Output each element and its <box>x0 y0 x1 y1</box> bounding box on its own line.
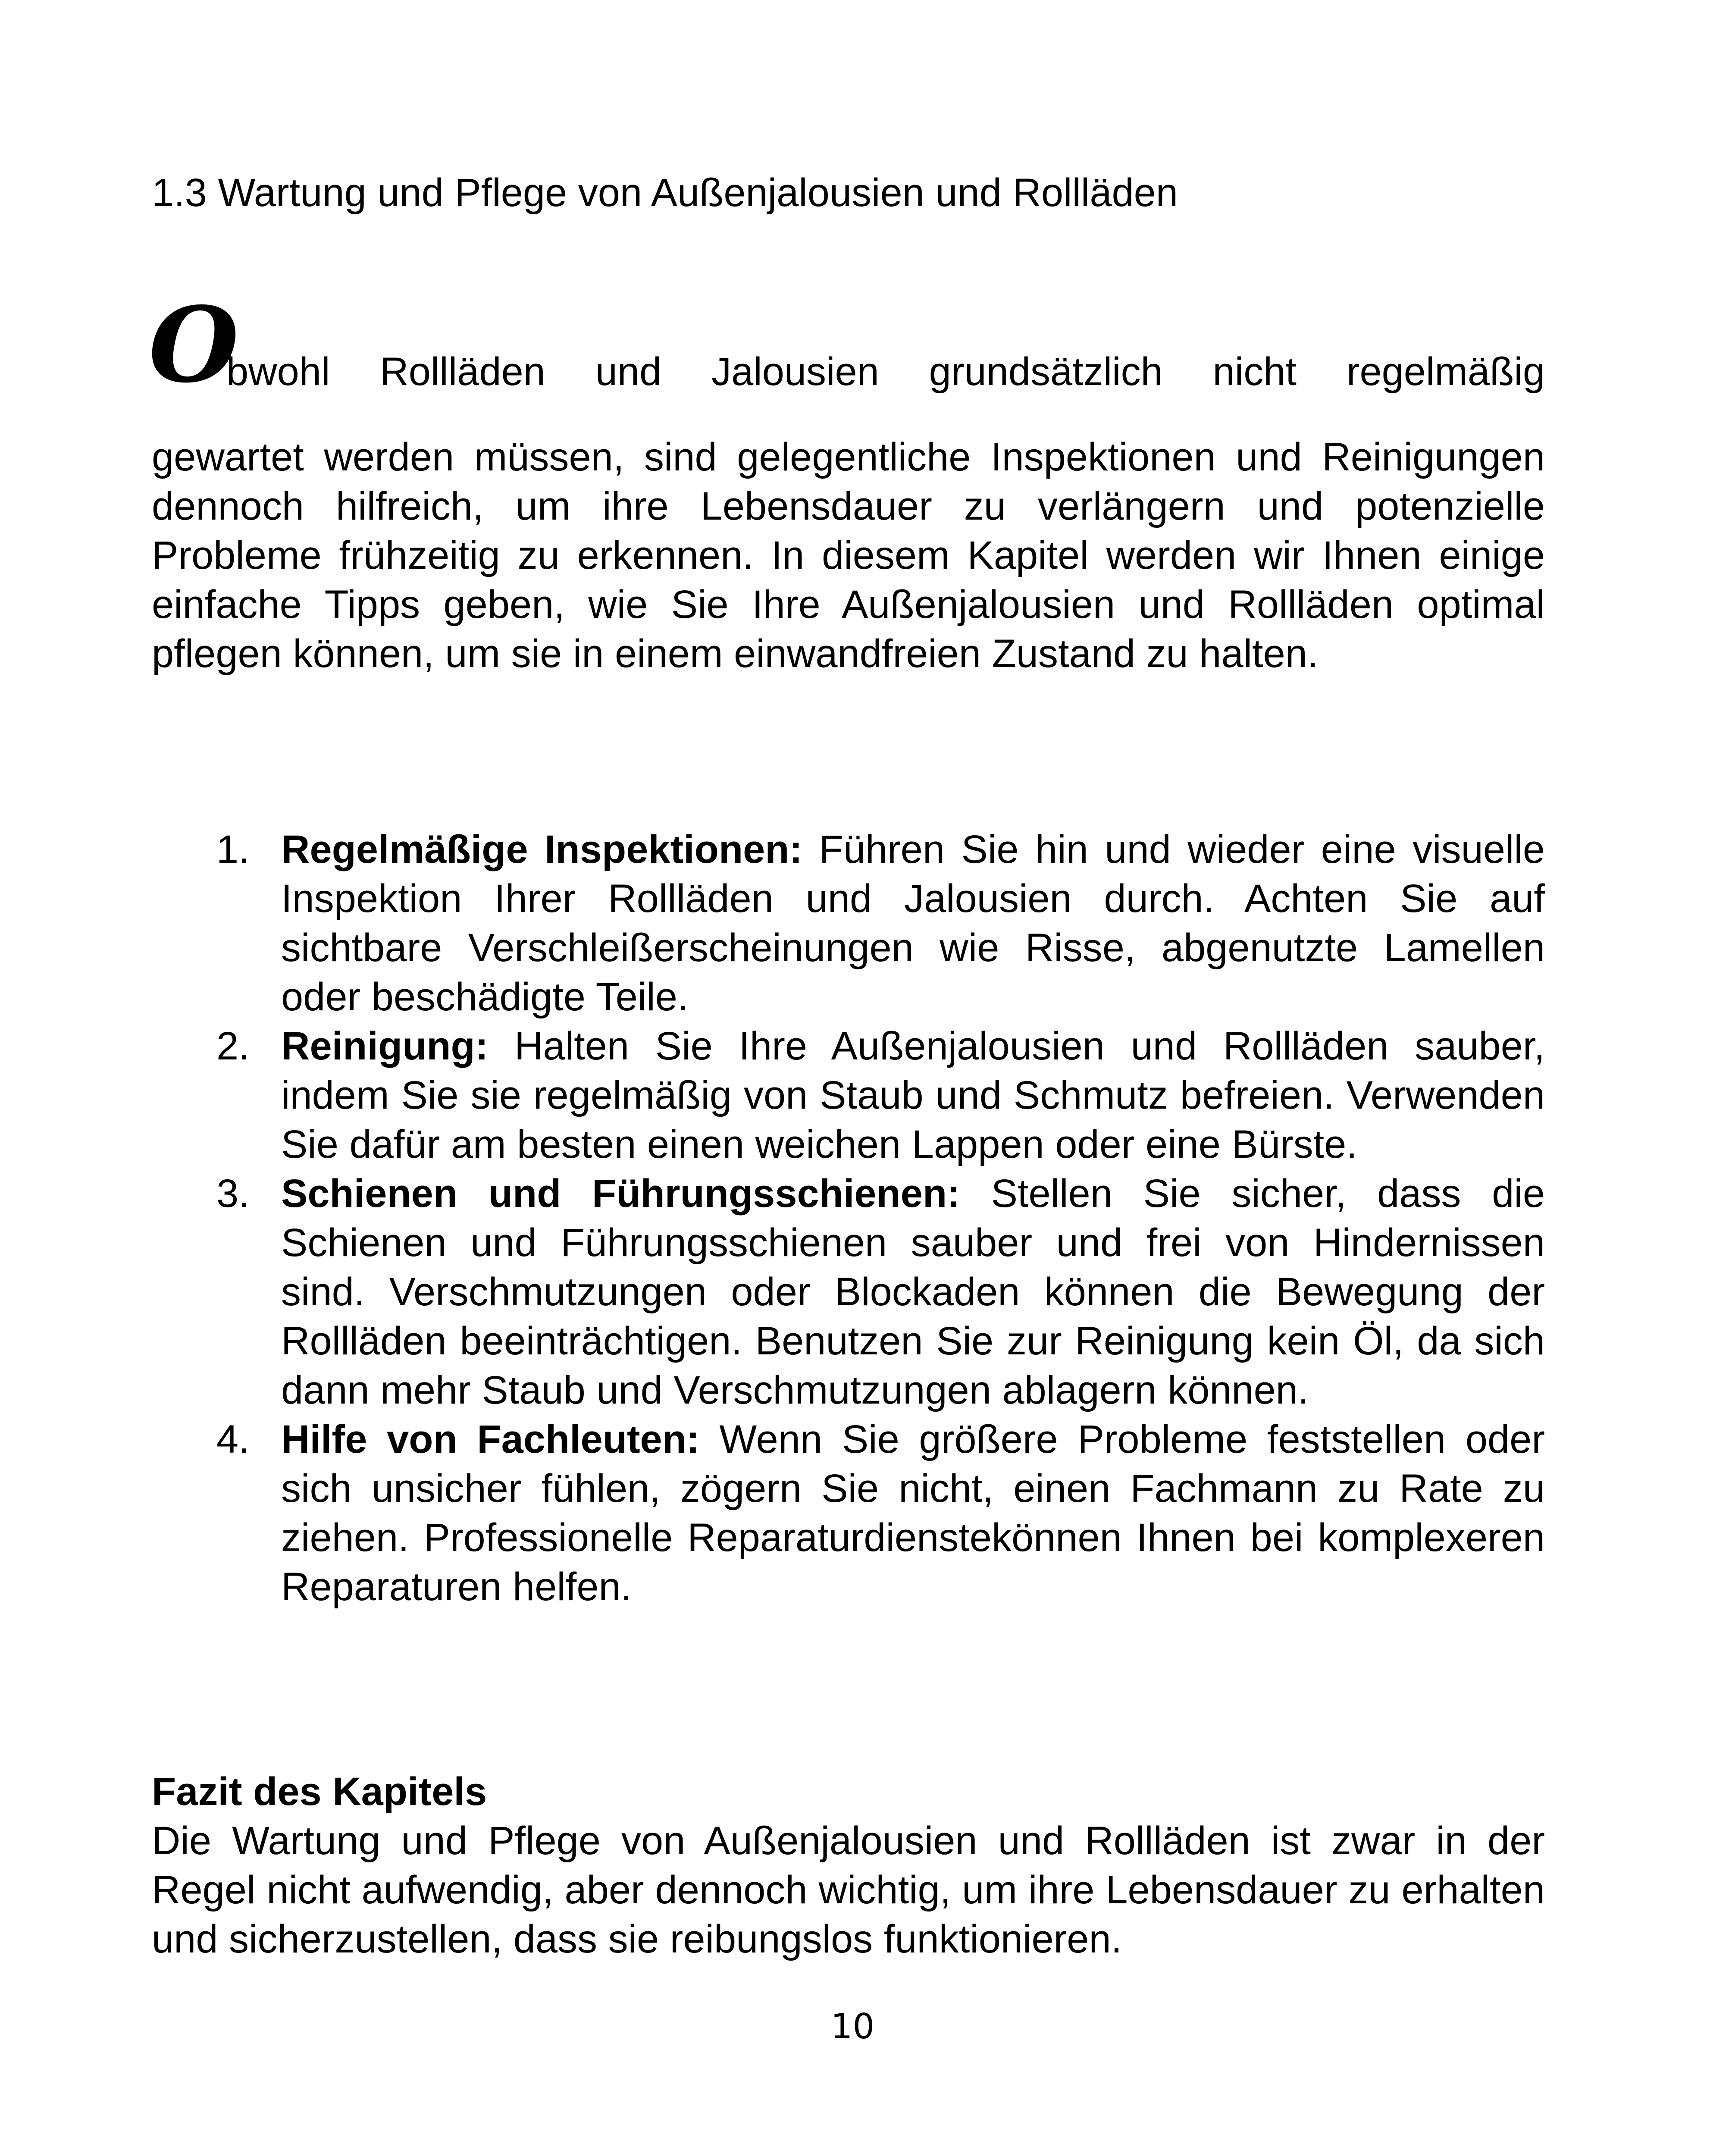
maintenance-steps-list <box>152 825 1545 1611</box>
list-item-title: Hilfe von Fachleuten: <box>281 1417 700 1461</box>
list-item <box>152 1415 1545 1611</box>
list-item <box>152 1022 1545 1169</box>
list-item-number: 4. <box>216 1417 250 1461</box>
list-item-text: Führen Sie hin und wieder eine visuelle Inspektion Ihrer Rollläden und Jalousien durch. Achten Sie auf sichtbare Verschleißerscheinungen wie Risse, abgenutzte Lamellen oder beschädigte Teile. <box>281 827 1545 1019</box>
list-item-title: Reinigung: <box>281 1024 489 1068</box>
list-item-title: Regelmäßige Inspektionen: <box>281 827 803 871</box>
page-number: 10 <box>830 2006 875 2046</box>
section-title: 1.3 Wartung und Pflege von Außenjalousien und Rollläden <box>152 171 1178 215</box>
list-item-text: Wenn Sie größere Probleme feststellen oder sich unsicher fühlen, zögern Sie nicht, einen Fachmann zu Rate zu ziehen. Professionelle Reparaturdienstekönnen Ihnen bei komplexeren Reparaturen helfen. <box>281 1417 1545 1609</box>
intro-paragraph: gewartet werden müssen, sind gelegentliche Inspektionen und Reinigungen dennoch hilfreich, um ihre Lebensdauer zu verlängern und potenzielle Probleme frühzeitig zu erkennen. In diesem Kapitel werden wir Ihnen einige einfache Tipps geben, wie Sie Ihre Außenjalousien und Rollläden optimal pflegen können, um sie in einem einwandfreien Zustand zu halten. <box>152 435 1545 676</box>
list-item-number: 2. <box>216 1024 250 1068</box>
list-item-number: 3. <box>216 1172 250 1216</box>
intro-first-line: bwohl Rollläden und Jalousien grundsätzlich nicht regelmäßig <box>226 350 1545 394</box>
list-item-text: Halten Sie Ihre Außenjalousien und Rollläden sauber, indem Sie sie regelmäßig von Staub und Schmutz befreien. Verwenden Sie dafür am besten einen weichen Lappen oder eine Bürste. <box>281 1024 1545 1166</box>
list-item-title: Schienen und Führungsschienen: <box>281 1172 960 1216</box>
conclusion-paragraph: Die Wartung und Pflege von Außenjalousien und Rollläden ist zwar in der Regel nicht aufwendig, aber dennoch wichtig, um ihre Lebensdauer zu erhalten und sicherzustellen, dass sie reibungslos funktionieren. <box>152 1819 1545 1961</box>
list-item <box>152 825 1545 1022</box>
drop-cap: O <box>149 284 239 406</box>
list-item-number: 1. <box>216 827 250 871</box>
conclusion-heading: Fazit des Kapitels <box>152 1770 487 1814</box>
list-item-text: Stellen Sie sicher, dass die Schienen und Führungsschienen sauber und frei von Hindernissen sind. Verschmutzungen oder Blockaden können die Bewegung der Rollläden beeinträchtigen. Benutzen Sie zur Reinigung kein Öl, da sich dann mehr Staub und Verschmutzungen ablagern können. <box>281 1172 1545 1412</box>
list-item <box>152 1169 1545 1415</box>
